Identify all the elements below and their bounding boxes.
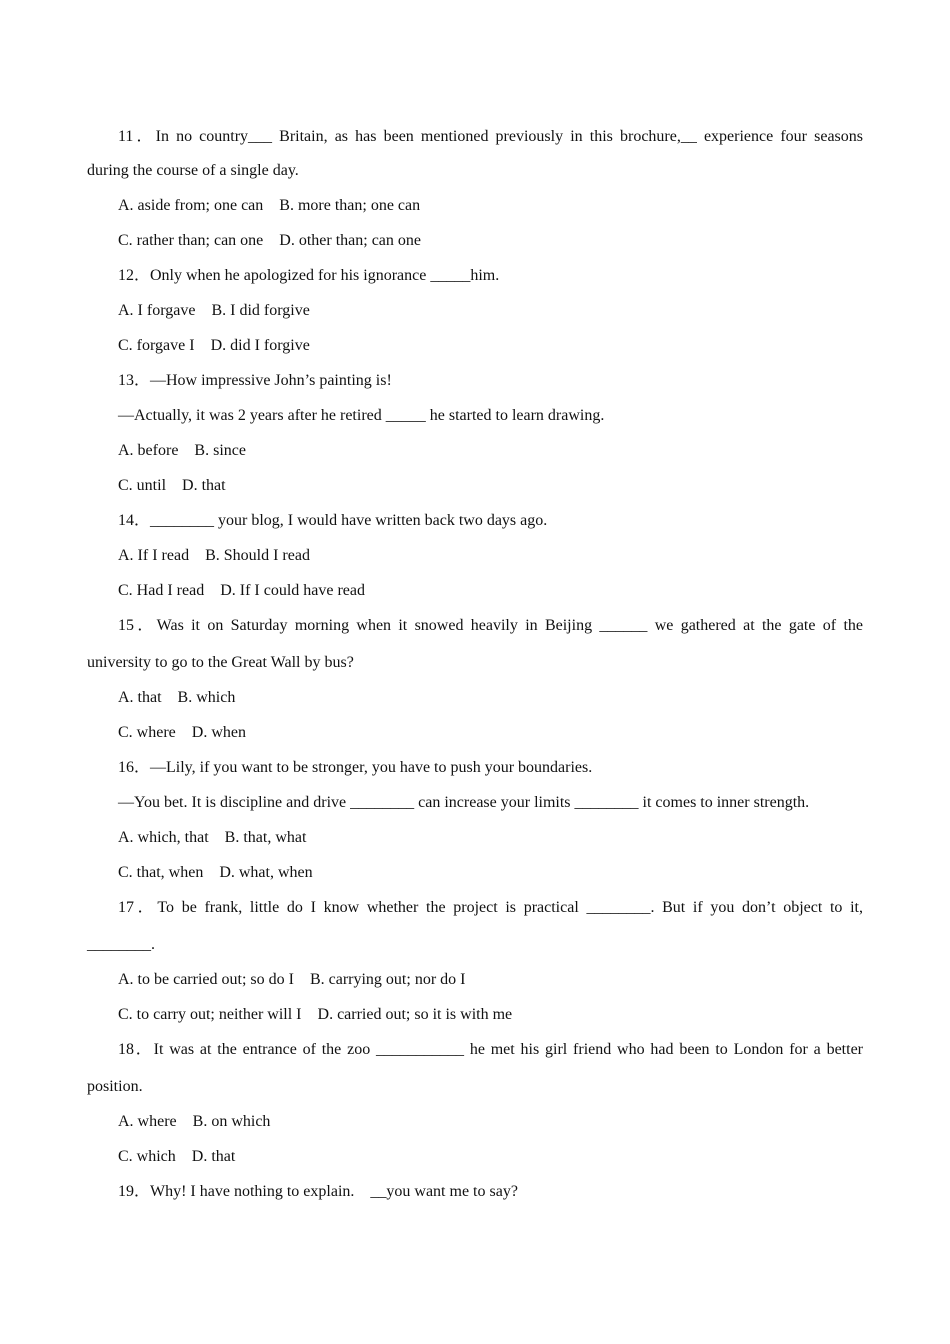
- options-row-2: C. where D. when: [118, 724, 246, 741]
- options-row-2: C. that, when D. what, when: [118, 864, 313, 881]
- question-13: [87, 370, 863, 497]
- question-14: [87, 510, 863, 602]
- question-stem: 13．—How impressive John’s painting is!: [118, 372, 392, 389]
- options-row-1: A. I forgave B. I did forgive: [118, 302, 310, 319]
- question-stem-line-2: position.: [87, 1078, 143, 1095]
- question-17: [87, 897, 863, 1026]
- options-row-1: A. where B. on which: [118, 1113, 271, 1130]
- options-row-2: C. Had I read D. If I could have read: [118, 582, 366, 599]
- options-row-2: C. which D. that: [118, 1148, 236, 1165]
- question-stem-line-1: 18．It was at the entrance of the zoo ___________ he met his girl friend who had been to London for a better: [118, 1041, 863, 1058]
- question-stem-line-1: 15．Was it on Saturday morning when it snowed heavily in Beijing ______ we gathered at the gate of the: [118, 617, 863, 634]
- question-stem-line-2: during the course of a single day.: [87, 162, 299, 179]
- question-stem-line-1: 17．To be frank, little do I know whether the project is practical ________. But if you don’t object to it,: [118, 899, 863, 916]
- options-row-2: C. until D. that: [118, 477, 226, 494]
- question-19: [87, 1181, 863, 1203]
- options-row-2: C. forgave I D. did I forgive: [118, 337, 310, 354]
- question-stem-line-2: university to go to the Great Wall by bus?: [87, 654, 354, 671]
- options-row-1: A. before B. since: [118, 442, 246, 459]
- options-row-1: A. that B. which: [118, 689, 236, 706]
- question-stem: 16．—Lily, if you want to be stronger, you have to push your boundaries.: [118, 759, 593, 776]
- options-row-1: A. aside from; one can B. more than; one can: [118, 197, 421, 214]
- options-row-1: A. If I read B. Should I read: [118, 547, 310, 564]
- question-stem-line-2: ________.: [87, 936, 155, 953]
- options-row-1: A. to be carried out; so do I B. carrying out; nor do I: [118, 971, 466, 988]
- question-stem: 14．________ your blog, I would have written back two days ago.: [118, 512, 548, 529]
- question-12: [87, 265, 863, 357]
- question-stem-line-1: 11．In no country___ Britain, as has been mentioned previously in this brochure,__ experience four seasons: [118, 128, 863, 145]
- question-reply: —You bet. It is discipline and drive ________ can increase your limits ________ it comes to inner strength.: [118, 794, 810, 811]
- question-15: [87, 615, 863, 744]
- question-18: [87, 1039, 863, 1168]
- options-row-2: C. to carry out; neither will I D. carried out; so it is with me: [118, 1006, 513, 1023]
- question-stem: 19．Why! I have nothing to explain. __you want me to say?: [118, 1183, 518, 1200]
- question-11: [87, 124, 863, 252]
- question-16: [87, 757, 863, 884]
- options-row-1: A. which, that B. that, what: [118, 829, 307, 846]
- question-stem: 12．Only when he apologized for his ignorance _____him.: [118, 267, 500, 284]
- question-reply: —Actually, it was 2 years after he retired _____ he started to learn drawing.: [118, 407, 605, 424]
- options-row-2: C. rather than; can one D. other than; can one: [118, 232, 422, 249]
